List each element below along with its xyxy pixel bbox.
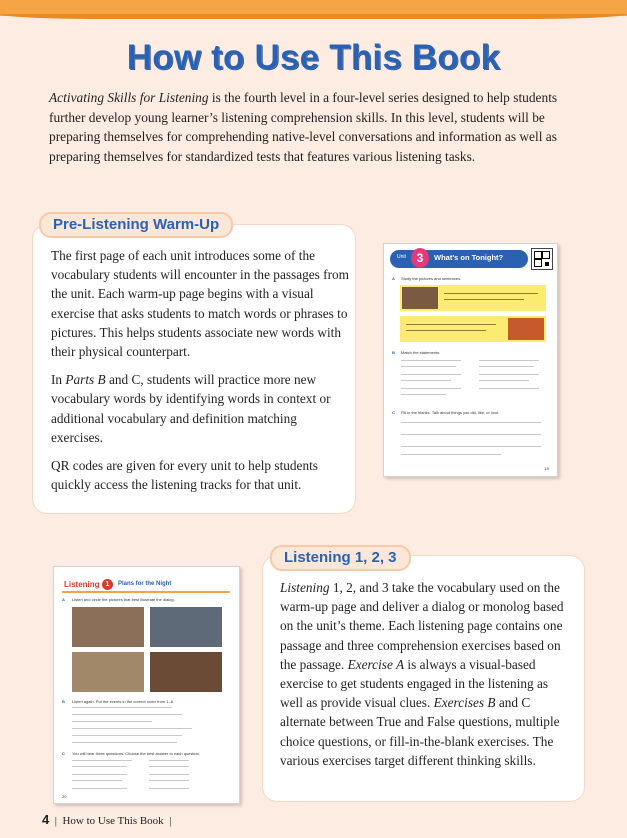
listening-part-c-marker: C bbox=[62, 751, 65, 756]
intro-text: is the fourth level in a four-level series designed to help students further develop young learner’s listening comprehension skills. In this level, students will be preparing themselves for comprehending native-level conversations and information as well as preparing themselves for standardized tests that features various listening tasks. bbox=[49, 90, 558, 164]
warmup-para-3: QR codes are given for every unit to help students quickly access the listening tracks for that unit. bbox=[51, 458, 318, 493]
page-footer bbox=[42, 812, 171, 827]
listening-subtitle: Plans for the Night bbox=[118, 581, 172, 587]
heading-underline bbox=[62, 591, 230, 593]
part-b-instruction: Match the statements. bbox=[401, 350, 441, 355]
photo-c bbox=[72, 652, 144, 692]
listening-part-b-marker: B bbox=[62, 699, 65, 704]
part-c-instruction: Fill in the blanks. Talk about things you did, like, or love. bbox=[401, 410, 500, 415]
listening-heading: Listening bbox=[64, 580, 100, 589]
listening-page-thumbnail bbox=[53, 566, 240, 804]
qr-code-icon bbox=[531, 248, 553, 270]
unit-label: Unit bbox=[397, 254, 406, 260]
photo-1 bbox=[402, 287, 438, 309]
part-b-marker: B bbox=[392, 350, 395, 355]
listening-text-3: Exercise A bbox=[347, 656, 405, 672]
warmup-para-1: The first page of each unit introduces some of the vocabulary students will encounter in the passages from the unit. Each warm-up page begins with a visual exercise that asks students to match words or phrases to pictures. This helps students associate new words with their physical counterpart. bbox=[51, 248, 349, 360]
photo-b bbox=[150, 607, 222, 647]
part-a-marker: A bbox=[392, 276, 395, 281]
intro-paragraph bbox=[49, 88, 589, 166]
listening-text-4: is always a visual-based exercise to get students engaged in the listening as well as provide visual clues. bbox=[280, 656, 549, 711]
unit-number-badge: 3 bbox=[411, 248, 429, 268]
picture-row-1 bbox=[400, 285, 546, 311]
warmup-page-thumbnail bbox=[383, 243, 558, 477]
part-c-marker: C bbox=[392, 410, 395, 415]
listening-part-c-instruction: You will hear three questions. Choose the best answer to each question. bbox=[72, 751, 200, 756]
footer-separator-1: | bbox=[54, 815, 57, 827]
listening-thumb-page-number: 20 bbox=[62, 794, 67, 799]
intro-book-title: Activating Skills for Listening bbox=[49, 90, 209, 105]
unit-title: What's on Tonight? bbox=[434, 253, 504, 262]
photo-a bbox=[72, 607, 144, 647]
footer-separator-2: | bbox=[169, 815, 172, 827]
listening-part-a-marker: A bbox=[62, 597, 65, 602]
warmup-thumb-page-number: 19 bbox=[544, 466, 549, 471]
listening-number-badge: 1 bbox=[102, 579, 113, 590]
warmup-para-2-start: In bbox=[51, 372, 66, 388]
listening-text-5: Exercises B bbox=[433, 695, 496, 711]
listening-part-a-instruction: Listen and circle the pictures that best illustrate the dialog. bbox=[72, 597, 175, 602]
listening-description bbox=[280, 578, 574, 770]
warmup-description bbox=[51, 246, 349, 503]
footer-label: How to Use This Book bbox=[62, 815, 164, 827]
page-title: How to Use This Book bbox=[126, 38, 501, 77]
warmup-para-2-end: and C, students will practice more new vocabulary words by identifying words in context or additional vocabulary and definition matching exercises. bbox=[51, 372, 331, 445]
listening-part-b-instruction: Listen again. Put the events in the correct order from 1–6. bbox=[72, 699, 175, 704]
listening-tab-label: Listening 1, 2, 3 bbox=[270, 545, 411, 571]
listening-text-1: Listening bbox=[280, 580, 330, 595]
photo-d bbox=[150, 652, 222, 692]
listening-text-2: 1, 2, and 3 take the vocabulary used on the warm-up page and deliver a dialog or monolog based on the unit’s theme. Each listening page contains one passage and three comprehension exercises based on the passage. bbox=[280, 580, 564, 672]
warmup-para-2-italic: Parts B bbox=[65, 372, 106, 388]
warmup-tab-label: Pre-Listening Warm-Up bbox=[39, 212, 233, 238]
warmup-para-2 bbox=[51, 370, 349, 447]
top-band-shadow bbox=[0, 14, 627, 19]
footer-page-number: 4 bbox=[42, 812, 50, 827]
part-a-instruction: Study the pictures and sentences. bbox=[401, 276, 462, 281]
photo-2 bbox=[508, 318, 544, 340]
picture-row-2 bbox=[400, 316, 546, 342]
listening-text-6: and C alternate between True and False questions, multiple choice questions, or fill-in-the-blank exercises. The various exercises target different thinking skills. bbox=[280, 695, 560, 768]
